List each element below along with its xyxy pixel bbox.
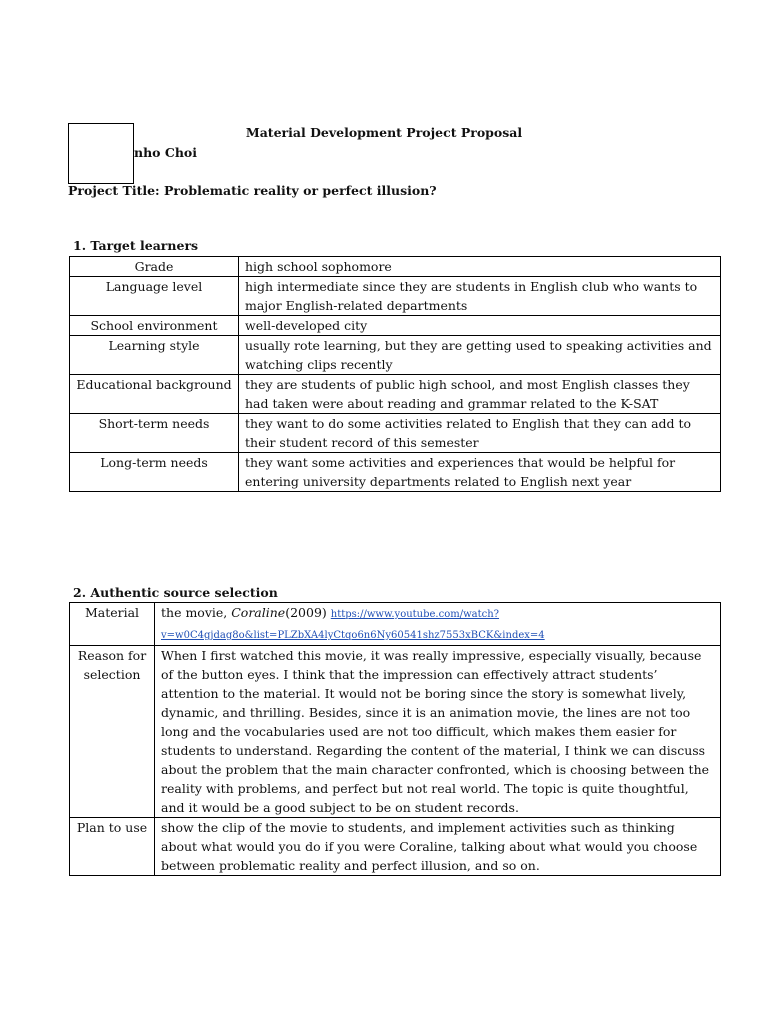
row-value: When I first watched this movie, it was really impressive, especially visually, because of the button eyes. I think that the impression can effectively attract students’ attention to the material. It would not be boring since the story is somewhat lively, dynamic, and thrilling. Besides, since it is an animation movie, the lines are not too long and the vocabularies used are not too difficult, which makes them easier for students to understand. Regarding the content of the material, I think we can discuss about the problem that the main character confronted, which is choosing between the reality with problems, and perfect but not real world. The topic is quite thoughtful, and it would be a good subject to be on student records.	[155, 646, 721, 818]
youtube-link[interactable]: https://www.youtube.com/watch?v=w0C4gjdag8o&list=PLZbXA4lyCtqo6n6Ny60541shz7553xBCK&index=4	[161, 609, 545, 641]
row-label: Reason for selection	[70, 646, 155, 818]
row-value-material	[155, 603, 721, 646]
section-heading-target-learners: 1. Target learners	[73, 238, 199, 253]
source-selection-table	[69, 602, 721, 876]
material-prefix: the movie,	[161, 605, 232, 620]
row-value: they are students of public high school, and most English classes they had taken were about reading and grammar related to the K-SAT	[239, 375, 721, 414]
row-label: Learning style	[70, 336, 239, 375]
table-row	[70, 414, 721, 453]
row-label: Language level	[70, 277, 239, 316]
row-value: show the clip of the movie to students, and implement activities such as thinking about what would you do if you were Coraline, talking about what would you choose between problematic reality and perfect illusion, and so on.	[155, 818, 721, 876]
table-row	[70, 375, 721, 414]
row-label: Plan to use	[70, 818, 155, 876]
table-row	[70, 453, 721, 492]
table-row	[70, 336, 721, 375]
target-learners-table	[69, 256, 721, 492]
row-label: Grade	[70, 257, 239, 277]
document-title: Material Development Project Proposal	[245, 125, 523, 140]
row-label: Short-term needs	[70, 414, 239, 453]
row-value: well-developed city	[239, 316, 721, 336]
row-label: School environment	[70, 316, 239, 336]
row-value: high intermediate since they are students in English club who wants to major English-related departments	[239, 277, 721, 316]
table-row	[70, 316, 721, 336]
table-row	[70, 646, 721, 818]
table-row	[70, 277, 721, 316]
table-row	[70, 818, 721, 876]
row-label: Material	[70, 603, 155, 646]
author-name: nho Choi	[134, 145, 197, 160]
row-label: Long-term needs	[70, 453, 239, 492]
material-title: Coraline	[231, 605, 286, 620]
row-value: they want some activities and experiences that would be helpful for entering university departments related to English next year	[239, 453, 721, 492]
row-value: high school sophomore	[239, 257, 721, 277]
material-year: (2009)	[285, 605, 331, 620]
table-row	[70, 257, 721, 277]
table-row	[70, 603, 721, 646]
section-heading-source-selection: 2. Authentic source selection	[73, 585, 278, 600]
row-value: usually rote learning, but they are getting used to speaking activities and watching clips recently	[239, 336, 721, 375]
row-value: they want to do some activities related to English that they can add to their student record of this semester	[239, 414, 721, 453]
row-label: Educational background	[70, 375, 239, 414]
project-title: Project Title: Problematic reality or perfect illusion?	[68, 183, 437, 198]
